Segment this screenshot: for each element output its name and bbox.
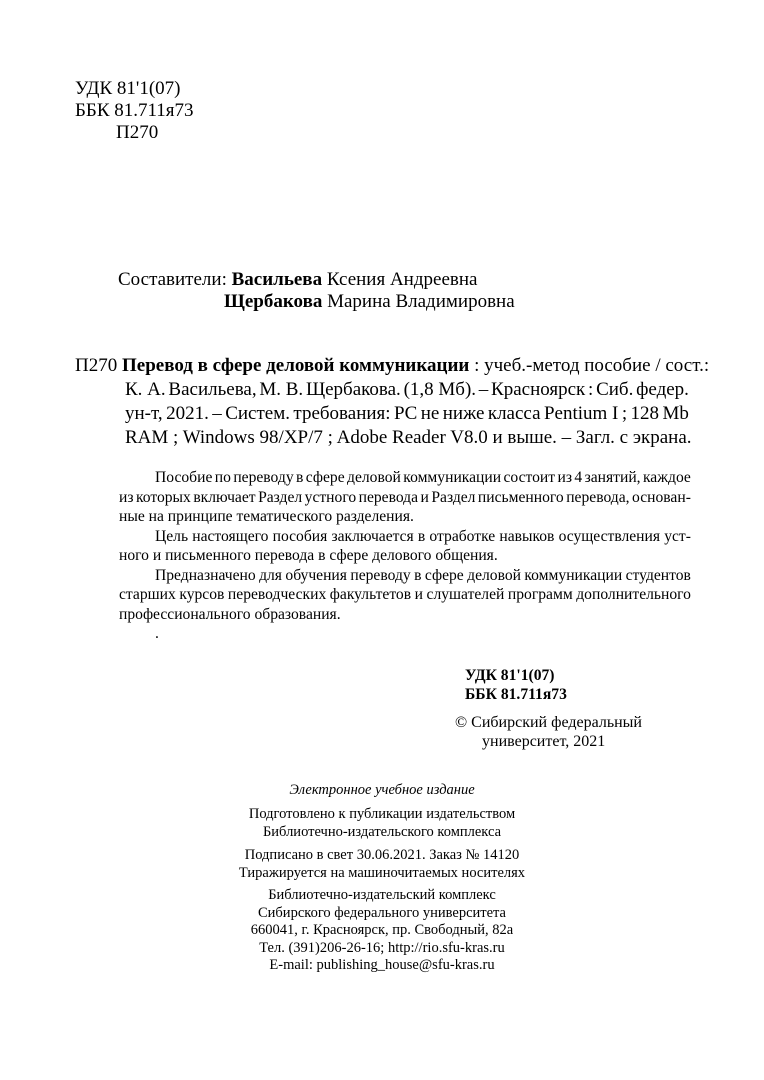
publisher-line-1: Библиотечно-издательский комплекс (268, 887, 496, 903)
biblio-line-2-word: Красноярск (491, 379, 586, 400)
annotation-line-word: перевода (358, 488, 419, 506)
annotation-line (119, 468, 691, 488)
annotation-line-word: уст- (664, 527, 691, 545)
edition-type: Электронное учебное издание (289, 782, 475, 798)
annotation-line-word: устного (304, 488, 357, 506)
biblio-line-2-word: К. А. (125, 379, 166, 400)
annotation-line-word: настоящего (192, 527, 269, 545)
publisher-line-2: Сибирского федерального университета (258, 904, 506, 921)
biblio-mark: П270 (75, 355, 118, 376)
annotation-line (119, 605, 691, 625)
bibliographic-record (75, 354, 710, 450)
compiler-2-name: Марина Владимировна (322, 291, 515, 312)
replicated-line: Тиражируется на машиночитаемых носителях (238, 864, 526, 881)
annotation-line-word: и (414, 586, 423, 603)
annotation-line-word: коммуникации (403, 469, 502, 486)
annotation-line-word: сфере (424, 566, 464, 584)
annotation-line-word: каждое (642, 469, 691, 486)
biblio-line-3-word: 128 (630, 403, 660, 424)
biblio-line-1-rest: : учеб.-метод пособие / сост.: (469, 355, 710, 376)
biblio-line-3-word: ниже (442, 403, 485, 424)
annotation-line-word: старших (119, 586, 176, 603)
annotation-line-word: слушателей (426, 586, 505, 603)
annotation-line-word: деловой (467, 566, 521, 584)
annotation-line-word: и (420, 488, 429, 506)
biblio-line-3-word: PC (394, 403, 418, 424)
prepared-line-1: Подготовлено к публикации издательством (248, 806, 516, 822)
annotation-line (119, 546, 691, 566)
annotation-line (119, 488, 691, 508)
annotation-line-word: которых (135, 488, 191, 506)
annotation-line-word: обучения (285, 566, 347, 584)
biblio-line-3 (75, 402, 689, 426)
annotation-line-word: ного и письменного перевода в сфере делового общения. (119, 547, 498, 564)
udk-code: УДК 81'1(07) (75, 78, 181, 99)
imprint-publisher (0, 887, 764, 975)
biblio-line-3-word: 2021. (166, 403, 209, 424)
book-title: Перевод в сфере деловой коммуникации (121, 355, 470, 376)
annotation-line-word: основан- (632, 488, 691, 506)
author-mark: П270 (116, 122, 159, 143)
annotation-line-word: профессионального образования. (119, 605, 341, 623)
annotation-line-word: факультетов (329, 586, 412, 603)
publisher-phone: Тел. (391)206-26-16; http://rio.sfu-kras.ru (259, 939, 505, 956)
annotation-line-word: в (417, 527, 426, 545)
annotation-line-word: деловой (347, 469, 401, 486)
annotation-line (119, 507, 691, 527)
annotation-line-word: в (296, 469, 304, 486)
biblio-line-2 (75, 378, 689, 402)
annotation-line-word: переводческих (227, 586, 327, 603)
annotation-line-word: перевода, (566, 488, 630, 506)
annotation-line-word: дополнительного (576, 586, 691, 603)
annotation-line-word: заключается (331, 527, 414, 545)
annotation-line-word: переводу (350, 566, 411, 584)
biblio-line-1 (75, 354, 710, 378)
biblio-line-2-word: Сиб. (596, 379, 634, 400)
index-bbk: ББК 81.711я73 (465, 686, 567, 703)
annotation-line-word: отработке (429, 527, 496, 545)
biblio-line-3-word: Mb (662, 403, 689, 424)
imprint-signed (0, 847, 764, 882)
bbk-code: ББК 81.711я73 (75, 100, 194, 121)
imprint-prepared (0, 806, 764, 841)
copyright-line-2: университет, 2021 (482, 733, 606, 750)
compiler-2-surname: Щербакова (224, 291, 323, 312)
annotation-line-word: из (119, 488, 134, 506)
compilers-line-2 (224, 289, 515, 315)
annotation-line (119, 624, 691, 644)
biblio-line-3-word: ; (621, 403, 628, 424)
annotation-line-word: навыков (499, 527, 555, 545)
annotation-line-word: Цель (155, 527, 189, 545)
biblio-line-3-word: класса (487, 403, 541, 424)
compiler-1-surname: Васильева (231, 269, 323, 290)
compilers-label: Составители: (118, 269, 227, 290)
annotation-line-word: студентов (625, 566, 691, 584)
biblio-line-2-word: Васильева, (168, 379, 257, 400)
annotation-line-word: переводу (233, 469, 294, 486)
annotation-line-word: пособия (272, 527, 328, 545)
biblio-line-4: RAM ; Windows 98/XP/7 ; Adobe Reader V8.0 и выше. – Загл. с экрана. (125, 427, 692, 448)
annotation-line-word: письменного (477, 488, 564, 506)
annotation-line-word: осуществления (558, 527, 661, 545)
annotation-line-word: Раздел (258, 488, 303, 506)
biblio-line-3-word: – (212, 403, 222, 424)
biblio-line-3-word: ун-т, (125, 403, 163, 424)
annotation-line-word: . (155, 625, 159, 642)
biblio-line-2-word: федер. (636, 379, 689, 400)
biblio-line-2-word: – (478, 379, 489, 400)
annotation-line-word: состоит (503, 469, 556, 486)
biblio-line-3-word: требования: (293, 403, 391, 424)
imprint-edition-type (0, 782, 764, 800)
biblio-line-2-word: М. В. (259, 379, 304, 400)
signed-line: Подписано в свет 30.06.2021. Заказ № 14120 (244, 847, 520, 863)
annotation-line-word: 4 (574, 469, 583, 486)
biblio-line-3-word: Систем. (225, 403, 290, 424)
annotation-line-word: из (557, 469, 572, 486)
annotation-line-word: включает (193, 488, 256, 506)
annotation-line-word: коммуникации (524, 566, 623, 584)
compiler-1-name: Ксения Андреевна (322, 269, 478, 290)
prepared-line-2: Библиотечно-издательского комплекса (262, 823, 502, 840)
annotation-line-word: ные на принципе тематического разделения. (119, 508, 414, 525)
biblio-line-2-word: (1,8 Мб). (403, 379, 477, 400)
annotation-line (119, 527, 691, 547)
index-udk: УДК 81'1(07) (465, 667, 555, 684)
publisher-address: 660041, г. Красноярск, пр. Свободный, 82а (250, 922, 514, 939)
copyright-line-1: © Сибирский федеральный (455, 714, 642, 731)
biblio-line-2-word: Щербакова. (305, 379, 401, 400)
annotation-line-word: курсов (179, 586, 225, 603)
annotation-line-word: по (214, 469, 231, 486)
annotation-line-word: Предназначено (155, 566, 256, 584)
annotation-line-word: для (259, 566, 282, 584)
publisher-email: E-mail: publishing_house@sfu-kras.ru (269, 957, 495, 974)
annotation-line-word: в (414, 566, 422, 584)
biblio-line-3-word: не (420, 403, 440, 424)
biblio-line-2-word: : (588, 379, 594, 400)
annotation-line (119, 566, 691, 586)
annotation-line (119, 585, 691, 605)
annotation-line-word: сфере (305, 469, 345, 486)
annotation-line-word: программ (507, 586, 573, 603)
annotation-line-word: Раздел (431, 488, 476, 506)
annotation-line-word: Пособие (155, 469, 213, 486)
biblio-line-3-word: Pentium I (543, 403, 619, 424)
annotation-line-word: занятий, (584, 469, 641, 486)
annotation (119, 468, 691, 644)
